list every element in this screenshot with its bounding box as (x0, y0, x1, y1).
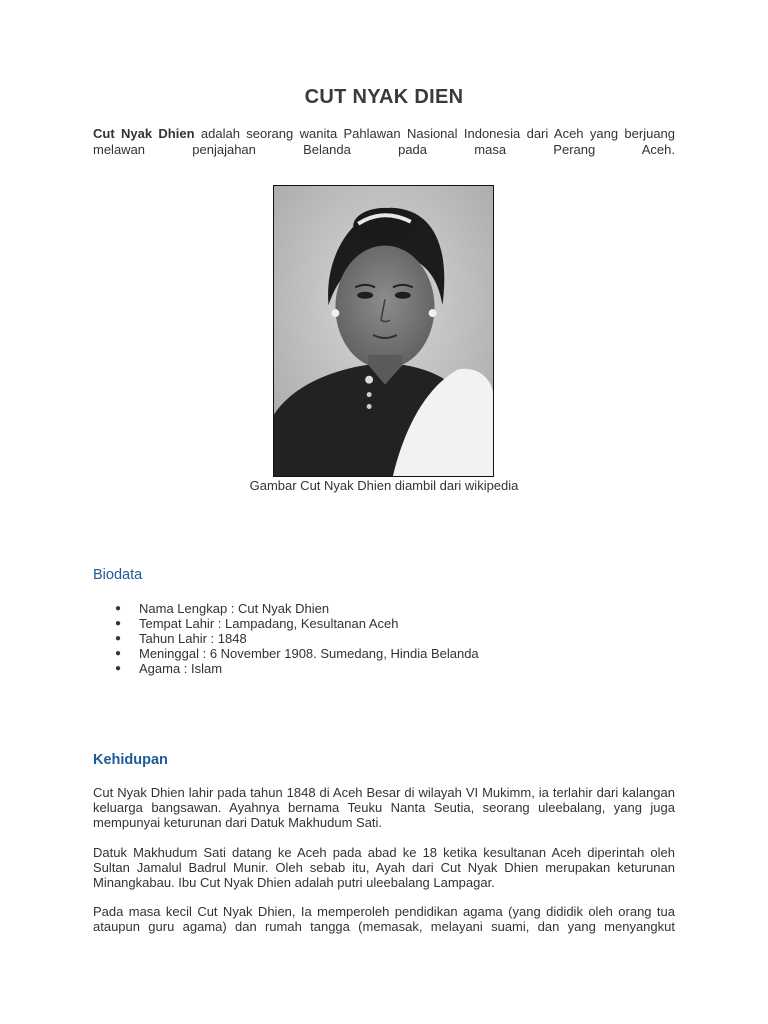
kehidupan-paragraph-3: Pada masa kecil Cut Nyak Dhien, Ia memperoleh pendidikan agama (yang dididik oleh orang tua ataupun guru agama) dan rumah tangga (memasak, melayani suami, dan yang menyangkut (93, 904, 675, 934)
kehidupan-paragraph-1: Cut Nyak Dhien lahir pada tahun 1848 di Aceh Besar di wilayah VI Mukimm, ia terlahir dari kalangan keluarga bangsawan. Ayahnya bernama Teuku Nanta Seutia, seorang uleebalang, yang juga mempunyai keturunan dari Datuk Makhudum Sati. (93, 785, 675, 830)
bullet-icon: ● (115, 633, 122, 644)
portrait-photo (273, 185, 494, 477)
bullet-icon: ● (115, 648, 122, 659)
kehidupan-heading: Kehidupan (93, 752, 168, 768)
page-title: CUT NYAK DIEN (304, 86, 464, 108)
bullet-icon: ● (115, 618, 122, 629)
list-item: ● Tahun Lahir : 1848 (115, 631, 247, 646)
intro-paragraph (93, 126, 675, 157)
list-item: ● Nama Lengkap : Cut Nyak Dhien (115, 601, 330, 616)
bullet-icon: ● (115, 663, 122, 674)
list-item: ● Meninggal : 6 November 1908. Sumedang, Hindia Belanda (115, 646, 479, 661)
biodata-list (93, 601, 675, 676)
intro-name: Cut Nyak Dhien (93, 126, 195, 141)
photo-caption: Gambar Cut Nyak Dhien diambil dari wikipedia (249, 478, 519, 493)
portrait-image (274, 186, 493, 476)
intro-text: adalah seorang wanita Pahlawan Nasional Indonesia dari Aceh yang berjuang melawan penjajahan Belanda pada masa Perang Aceh. (93, 126, 676, 157)
list-item: ● Tempat Lahir : Lampadang, Kesultanan Aceh (115, 616, 399, 631)
bullet-icon: ● (115, 603, 122, 614)
list-item: ● Agama : Islam (115, 661, 223, 676)
biodata-heading: Biodata (93, 567, 143, 583)
kehidupan-paragraph-2: Datuk Makhudum Sati datang ke Aceh pada abad ke 18 ketika kesultanan Aceh diperintah oleh Sultan Jamalul Badrul Munir. Oleh sebab itu, Ayah dari Cut Nyak Dhien merupakan keturunan Minangkabau. Ibu Cut Nyak Dhien adalah putri uleebalang Lampagar. (93, 845, 675, 890)
